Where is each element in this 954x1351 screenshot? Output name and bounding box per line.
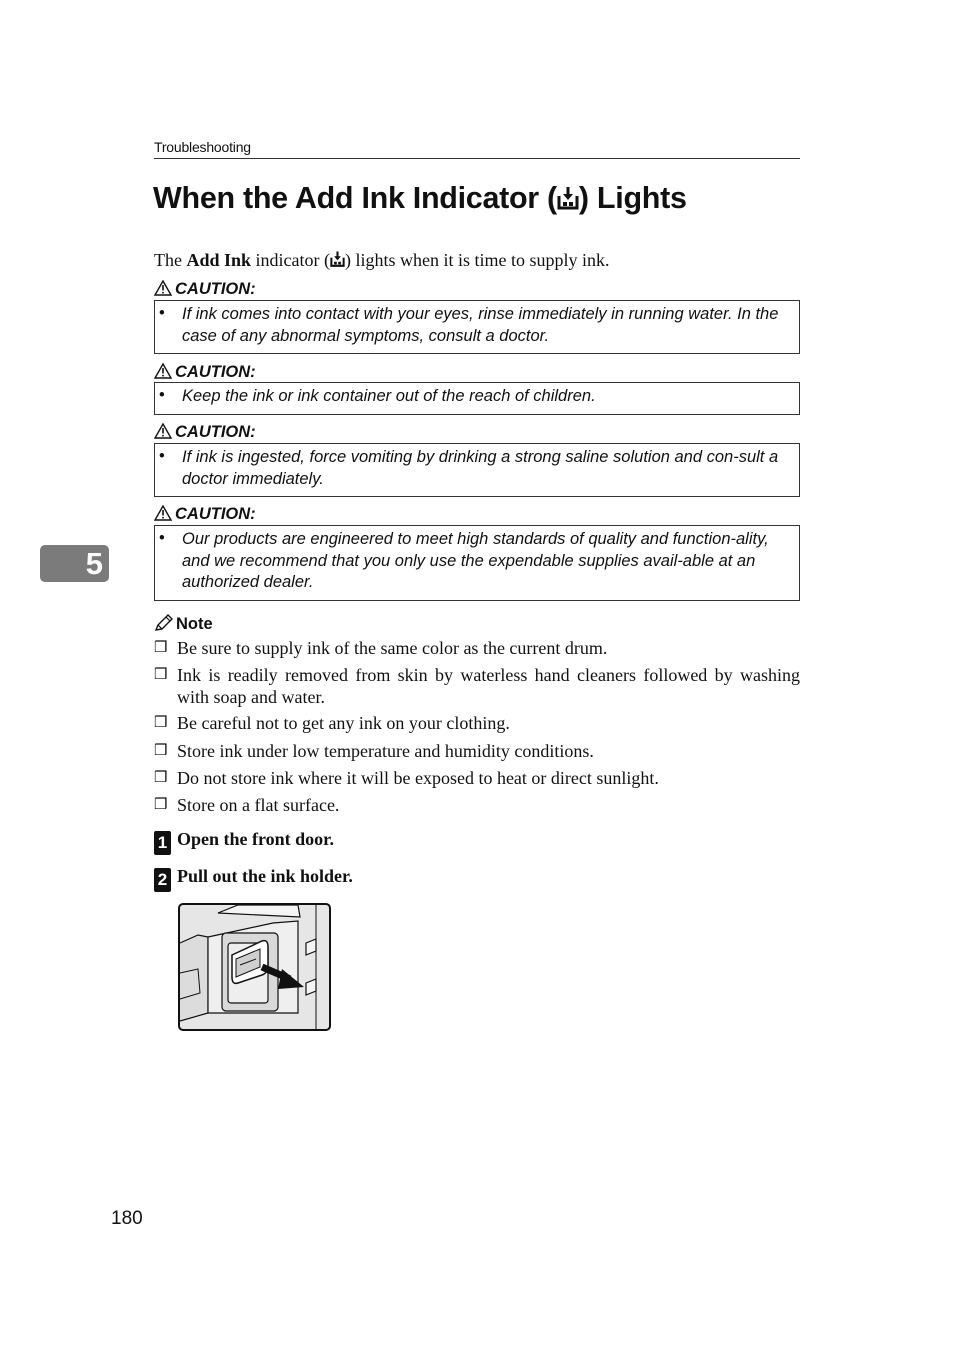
checkbox-icon: ❒ [154, 797, 168, 813]
caution-label [154, 280, 256, 299]
note-item [154, 665, 800, 708]
checkbox-icon: ❒ [154, 715, 168, 731]
intro-middle: indicator ( [251, 250, 331, 270]
checkbox-icon: ❒ [154, 640, 168, 656]
page-number: 180 [111, 1208, 143, 1229]
intro-after: ) lights when it is time to supply ink. [345, 250, 610, 270]
caution-label [154, 363, 256, 382]
caution-label-text: CAUTION: [175, 280, 256, 298]
caution-label [154, 423, 256, 442]
step-text: Open the front door. [177, 829, 335, 849]
bullet: • [159, 447, 165, 465]
caution-label-text: CAUTION: [175, 423, 256, 441]
caution-label [154, 505, 256, 524]
bullet: • [159, 304, 165, 322]
note-item [154, 741, 800, 763]
chapter-tab [40, 545, 109, 582]
note-heading [154, 614, 213, 634]
add-ink-term: Add Ink [186, 250, 252, 270]
caution-text: Keep the ink or ink container out of the reach of children. [182, 387, 596, 405]
note-text: Do not store ink where it will be exposed to heat or direct sunlight. [177, 768, 659, 788]
note-item [154, 713, 800, 735]
page-title-after: ) Lights [578, 181, 687, 215]
note-text: Store on a flat surface. [177, 795, 340, 815]
page-title [153, 181, 687, 216]
intro-text [154, 250, 610, 271]
caution-text: If ink comes into contact with your eyes, rinse immediately in running water. In the case of any abnormal symptoms, consult a doctor. [182, 305, 779, 345]
caution-box [154, 443, 800, 497]
caution-box [154, 382, 800, 415]
step-number: 1 [154, 831, 171, 855]
step-text: Pull out the ink holder. [177, 866, 353, 886]
step-2 [154, 866, 353, 892]
step-1 [154, 829, 334, 855]
warning-triangle-icon [154, 363, 172, 379]
step-number: 2 [154, 868, 171, 892]
bullet: • [159, 386, 165, 404]
warning-triangle-icon [154, 280, 172, 296]
note-text: Ink is readily removed from skin by waterless hand cleaners followed by washing with soap and water. [177, 665, 800, 707]
note-item [154, 638, 800, 660]
caution-box [154, 300, 800, 354]
note-item [154, 795, 800, 817]
page-title-before: When the Add Ink Indicator ( [153, 181, 557, 215]
bullet: • [159, 529, 165, 547]
note-item [154, 768, 800, 790]
note-label: Note [176, 615, 213, 633]
chapter-tab-number: 5 [85, 546, 103, 581]
caution-text: If ink is ingested, force vomiting by drinking a strong saline solution and con-sult a doctor immediately. [182, 448, 779, 488]
note-text: Store ink under low temperature and humidity conditions. [177, 741, 594, 761]
pencil-icon [154, 614, 174, 632]
checkbox-icon: ❒ [154, 743, 168, 759]
caution-label-text: CAUTION: [175, 363, 256, 381]
add-ink-icon [557, 185, 579, 211]
caution-box [154, 525, 800, 601]
running-header: Troubleshooting [154, 139, 800, 159]
caution-text: Our products are engineered to meet high standards of quality and function-ality, and we recommend that you only use the expendable supplies avail-able at an authorized dealer. [182, 530, 769, 591]
add-ink-icon [330, 250, 345, 268]
note-text: Be careful not to get any ink on your clothing. [177, 713, 510, 733]
intro-before: The [154, 250, 187, 270]
checkbox-icon: ❒ [154, 667, 168, 683]
caution-label-text: CAUTION: [175, 505, 256, 523]
warning-triangle-icon [154, 505, 172, 521]
ink-holder-illustration [178, 903, 331, 1031]
warning-triangle-icon [154, 423, 172, 439]
checkbox-icon: ❒ [154, 770, 168, 786]
note-text: Be sure to supply ink of the same color as the current drum. [177, 638, 608, 658]
